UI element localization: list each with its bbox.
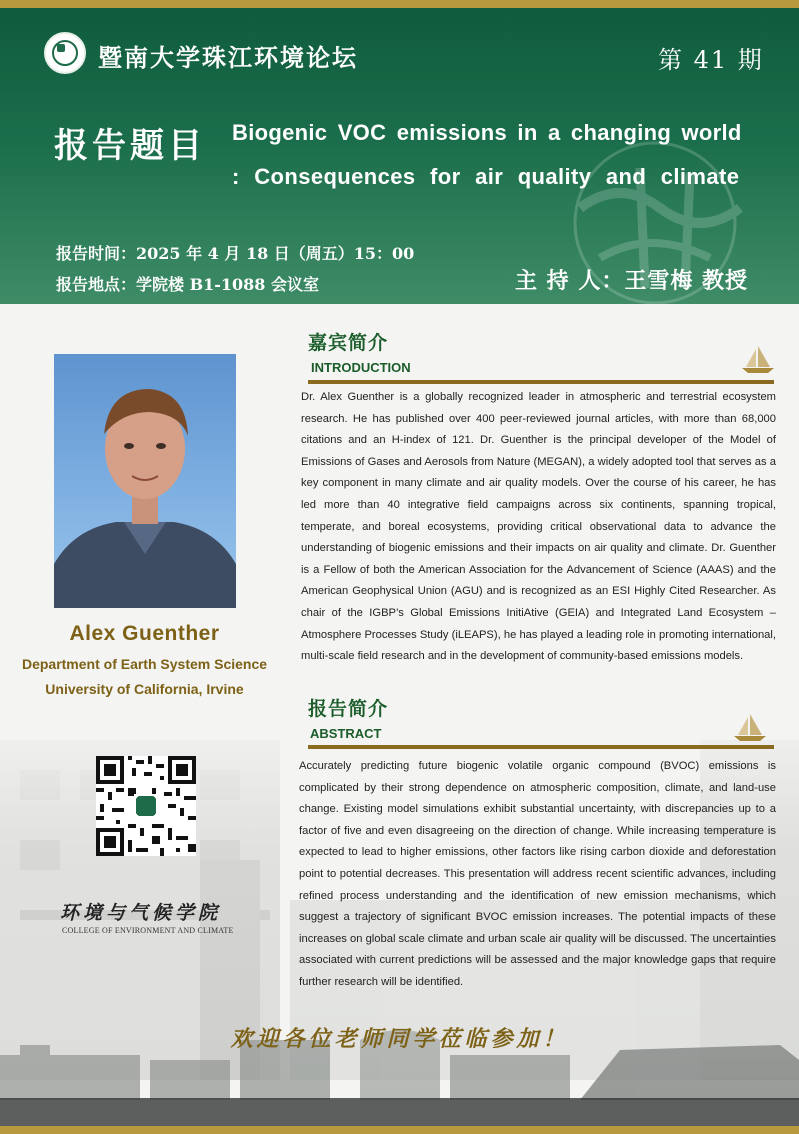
header-banner [0, 8, 799, 304]
abstract-divider [308, 745, 774, 749]
intro-text: Dr. Alex Guenther is a globally recognized leader in atmospheric and terrestrial ecosystem research. He has published over 400 peer-reviewed journal articles, with more than 68,000 citations and an H-index of 121. Dr. Guenther is the principal developer of the Model of Emissions of Gases and Aerosols from Nature (MEGAN), a widely adopted tool that serves as a key component in many climate and air quality models. Over the course of his career, he has led more than 40 integrative field campaigns across six continents, spanning tropical, temperate, and boreal ecosystems, providing critical observational data to advance the understanding of biogenic emissions and their impacts on air quality and climate. Dr. Guenther is a Fellow of both the American Association for the Advancement of Science (AAAS) and the American Geophysical Union (AGU) and is recognized as an ESI Highly Cited Researcher. As chair of the IGBP’s Global Emissions InitiAtive (GEIA) and Integrated Land Ecosystem – Atmosphere Processes Study (iLEAPS), he has played a leading role in promoting international, multi-scale field research and in the development of community-based emissions models. [301, 391, 776, 663]
speaker-university: University of California, Irvine [45, 681, 244, 697]
university-logo [44, 32, 86, 74]
forum-name: 暨南大学珠江环境论坛 [98, 43, 358, 72]
intro-divider [308, 380, 774, 384]
intro-subtitle: INTRODUCTION [311, 360, 411, 375]
speaker-department: Department of Earth System Science [21, 656, 268, 672]
welcome-message: 欢迎各位老师同学莅临参加！ [230, 1026, 569, 1052]
host: 主 持 人：王雪梅 教授 [515, 268, 748, 294]
bottom-border [0, 1126, 799, 1134]
abstract-text: Accurately predicting future biogenic volatile organic compound (BVOC) emissions is complicated by their strong dependence on atmospheric composition, climate, and land-use change. Existing model simulations exhibit substantial uncertainty, with discrepancies up to a factor of five and even disagreeing on the direction of change. While increasing temperature is expected to lead to higher emissions, other factors like rising carbon dioxide and deforestation point to potential decreases. This presentation will address recent scientific advances, including refined process understanding and the identification of new emission mechanisms, which suggest a trajectory of significant BVOC emission increases. The potential impacts of these increases on global scale climate and urban scale air quality will be discussed. The uncertainties associated with current predictions will be assessed and the major knowledge gaps that require further research will be identified. [299, 760, 776, 988]
intro-title: 嘉宾简介 [308, 332, 389, 354]
topic-title-line2: : Consequences for air quality and climate [232, 164, 740, 189]
talk-time: 报告时间：2025 年 4 月 18 日（周五）15：00 [56, 244, 415, 263]
talk-place: 报告地点：学院楼 B1-1088 会议室 [56, 275, 319, 294]
topic-label: 报告题目 [54, 126, 206, 166]
abstract-title: 报告简介 [308, 698, 389, 720]
topic-title-line1: Biogenic VOC emissions in a changing world [232, 120, 742, 145]
sailboat-icon-2 [730, 712, 770, 742]
college-name-en: COLLEGE OF ENVIRONMENT AND CLIMATE [62, 926, 234, 935]
issue-number: 第 41 期 [658, 46, 764, 74]
college-name-cn: 环境与气候学院 [60, 902, 222, 924]
abstract-subtitle: ABSTRACT [310, 726, 382, 741]
qr-code[interactable] [96, 756, 196, 856]
top-border [0, 0, 799, 8]
sailboat-icon [738, 344, 778, 374]
speaker-name: Alex Guenther [69, 622, 220, 645]
speaker-photo [54, 354, 236, 608]
